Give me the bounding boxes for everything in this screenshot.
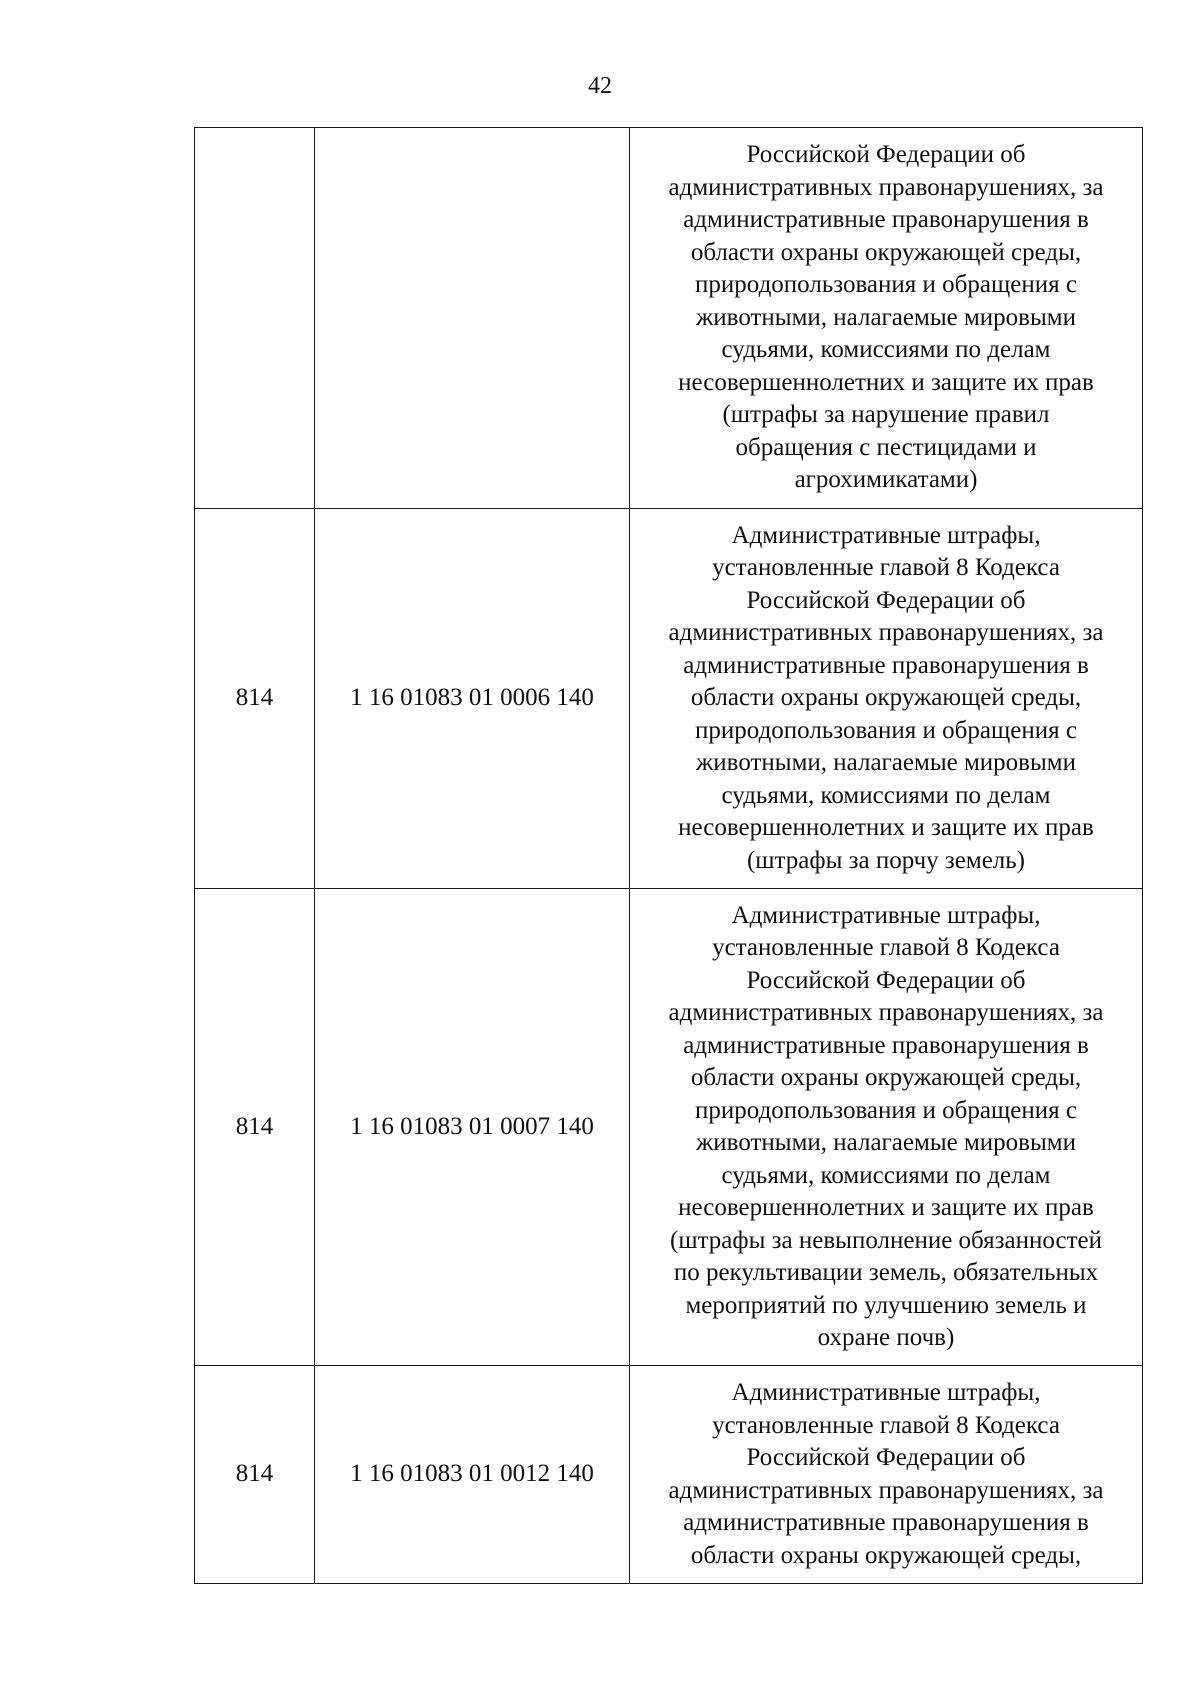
description-line: по рекультивации земель, обязательных: [673, 1259, 1099, 1286]
table-row: [195, 1366, 1143, 1584]
description-line: природопользования и обращения с: [695, 1096, 1077, 1124]
description-line: Административные штрафы,: [731, 521, 1041, 549]
description-line: административных правонарушениях, за: [668, 173, 1104, 201]
description-line: установленные главой 8 Кодекса: [712, 554, 1060, 582]
kbk-code-cell: 1 16 01083 01 0007 140: [315, 889, 630, 1366]
description-line: несовершеннолетних и защите их прав: [678, 368, 1094, 396]
description-line: охране почв): [817, 1324, 955, 1351]
description-line: Административные штрафы,: [731, 901, 1041, 929]
kbk-code-cell: [315, 128, 630, 509]
description-line: области охраны окружающей среды,: [690, 1541, 1082, 1569]
description-line: судьями, комиссиями по делам: [721, 1161, 1051, 1189]
admin-code-cell: 814: [195, 509, 315, 889]
description-line: административные правонарушения в: [683, 1509, 1089, 1536]
description-line: животными, налагаемые мировыми: [696, 1129, 1076, 1156]
description-line: животными, налагаемые мировыми: [696, 749, 1076, 777]
description-cell: [630, 889, 1143, 1366]
description-line: административные правонарушения в: [683, 206, 1089, 234]
budget-codes-table: [194, 127, 1143, 1584]
admin-code-cell: 814: [195, 889, 315, 1366]
description-line: обращения с пестицидами и: [735, 433, 1037, 461]
description-cell: [630, 128, 1143, 509]
description-line: административных правонарушениях, за: [668, 1476, 1104, 1504]
description-line: несовершеннолетних и защите их прав: [678, 814, 1094, 842]
description-line: судьями, комиссиями по делам: [721, 781, 1051, 809]
description-line: области охраны окружающей среды,: [690, 684, 1082, 712]
description-line: агрохимикатами): [794, 466, 978, 494]
admin-code-cell: 814: [195, 1366, 315, 1584]
description-cell: [630, 509, 1143, 889]
description-line: административные правонарушения в: [683, 1031, 1089, 1059]
description-line: административных правонарушениях, за: [668, 999, 1104, 1026]
description-line: административных правонарушениях, за: [668, 619, 1104, 647]
description-line: несовершеннолетних и защите их прав: [678, 1194, 1094, 1221]
admin-code-cell: [195, 128, 315, 509]
description-line: Российской Федерации об: [746, 141, 1026, 169]
table-row: [195, 128, 1143, 509]
description-line: Административные штрафы,: [731, 1379, 1041, 1406]
description-line: установленные главой 8 Кодекса: [712, 1411, 1060, 1439]
description-line: (штрафы за нарушение правил: [722, 401, 1050, 429]
table-row: [195, 889, 1143, 1366]
description-cell: [630, 1366, 1143, 1584]
description-line: (штрафы за порчу земель): [746, 846, 1026, 874]
description-line: животными, налагаемые мировыми: [696, 303, 1076, 331]
description-line: Российской Федерации об: [746, 966, 1026, 994]
table-row: [195, 509, 1143, 889]
page-number: 42: [588, 73, 612, 99]
description-line: природопользования и обращения с: [695, 716, 1077, 744]
description-line: области охраны окружающей среды,: [690, 1064, 1082, 1091]
kbk-code-cell: 1 16 01083 01 0012 140: [315, 1366, 630, 1584]
description-line: Российской Федерации об: [746, 586, 1026, 614]
description-line: Российской Федерации об: [746, 1444, 1026, 1471]
description-line: мероприятий по улучшению земель и: [685, 1291, 1087, 1319]
description-line: области охраны окружающей среды,: [690, 238, 1082, 266]
description-line: судьями, комиссиями по делам: [721, 336, 1051, 364]
kbk-code-cell: 1 16 01083 01 0006 140: [315, 509, 630, 889]
description-line: установленные главой 8 Кодекса: [712, 934, 1060, 961]
description-line: (штрафы за невыполнение обязанностей: [670, 1226, 1102, 1254]
description-line: административные правонарушения в: [683, 651, 1089, 679]
description-line: природопользования и обращения с: [695, 271, 1077, 299]
